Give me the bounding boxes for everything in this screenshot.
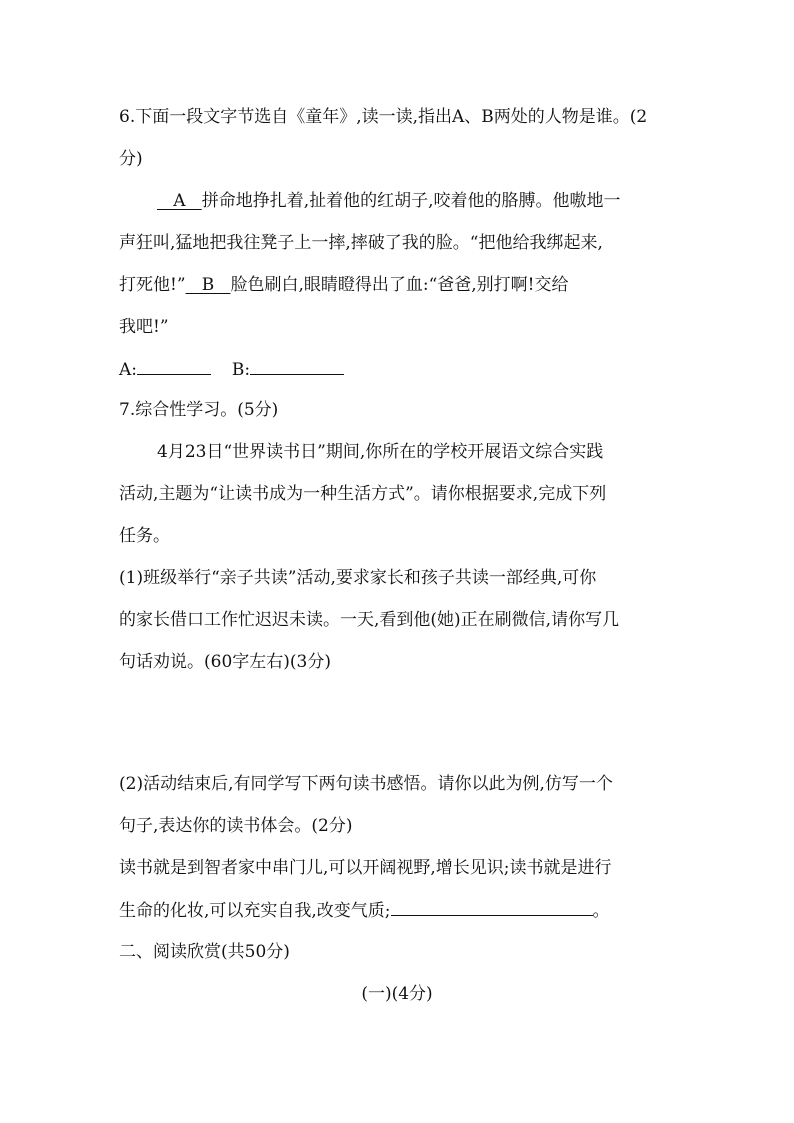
answer-line xyxy=(119,358,344,381)
passage-text: 拼命地挣扎着,扯着他的红胡子,咬着他的胳膊。他嗷地一 xyxy=(201,191,621,211)
example-text: 生命的化妆,可以充实自我,改变气质; xyxy=(119,901,391,921)
passage-line-3 xyxy=(119,274,569,296)
marker-b: B xyxy=(185,275,231,295)
task-1-line-3: 句话劝说。(60字左右)(3分) xyxy=(119,652,331,672)
task-2-line-2: 句子,表达你的读书体会。(2分) xyxy=(119,816,353,836)
example-end: 。 xyxy=(592,901,610,921)
passage-line-1 xyxy=(157,190,621,212)
question-7-intro-line-2: 活动,主题为“让读书成为一种生活方式”。请你根据要求,完成下列 xyxy=(119,484,607,504)
answer-a-blank[interactable] xyxy=(137,358,211,375)
imitation-answer-blank[interactable] xyxy=(391,899,593,916)
marker-a: A xyxy=(157,191,202,211)
passage-text: 打死他!” xyxy=(119,275,186,295)
answer-a-label: A: xyxy=(119,360,138,380)
passage-text: 脸色刷白,眼睛瞪得出了血:“爸爸,别打啊!交给 xyxy=(230,275,569,295)
passage-line-4: 我吧!” xyxy=(119,317,169,337)
question-7-intro-line-3: 任务。 xyxy=(119,526,170,546)
question-6-stem-line-1: 6.下面一段文字节选自《童年》,读一读,指出A、B两处的人物是谁。(2 xyxy=(119,107,648,127)
example-line-2 xyxy=(119,899,610,922)
question-7-title: 7.综合性学习。(5分) xyxy=(119,400,279,420)
question-6-stem-line-2: 分) xyxy=(119,149,143,169)
section-2-title: 二、阅读欣赏(共50分) xyxy=(119,942,290,962)
answer-b-label: B: xyxy=(231,360,251,380)
answer-b-blank[interactable] xyxy=(250,358,344,375)
section-2-subtitle: (一)(4分) xyxy=(361,984,433,1004)
example-line-1: 读书就是到智者家中串门儿,可以开阔视野,增长见识;读书就是进行 xyxy=(119,858,612,878)
task-2-line-1: (2)活动结束后,有同学写下两句读书感悟。请你以此为例,仿写一个 xyxy=(119,774,613,794)
task-1-line-2: 的家长借口工作忙迟迟未读。一天,看到他(她)正在刷微信,请你写几 xyxy=(119,610,620,630)
passage-line-2: 声狂叫,猛地把我往凳子上一摔,摔破了我的脸。“把他给我绑起来, xyxy=(119,233,603,253)
question-7-intro-line-1: 4月23日“世界读书日”期间,你所在的学校开展语文综合实践 xyxy=(157,442,604,462)
task-1-line-1: (1)班级举行“亲子共读”活动,要求家长和孩子共读一部经典,可你 xyxy=(119,568,597,588)
